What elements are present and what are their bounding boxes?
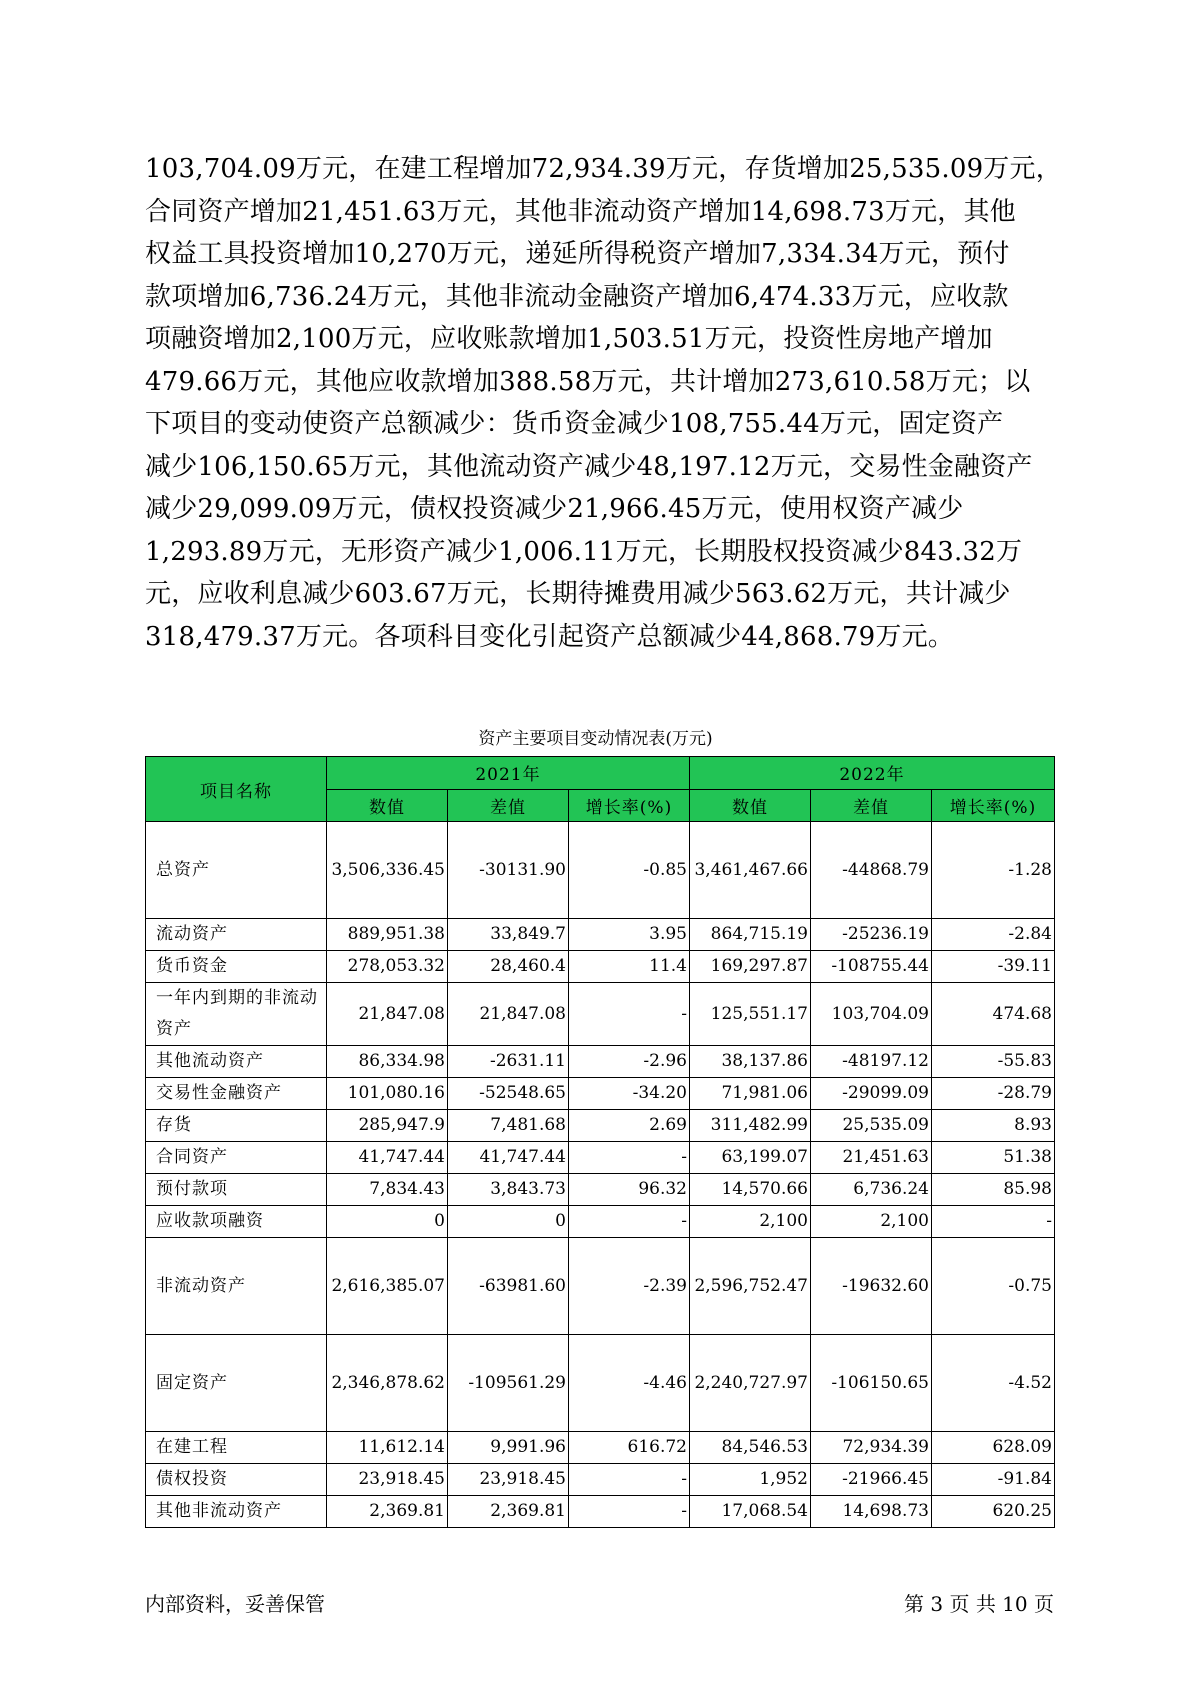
diff-2021-cell: -109561.29	[448, 1335, 569, 1432]
value-2022-cell: 125,551.17	[690, 983, 811, 1046]
diff-2021-cell: 3,843.73	[448, 1174, 569, 1206]
value-2021-cell: 11,612.14	[327, 1432, 448, 1464]
growth-2021-cell: -	[569, 983, 690, 1046]
paragraph-line: 元，应收利息减少603.67万元，长期待摊费用减少563.62万元，共计减少	[145, 579, 1011, 609]
row-name-cell: 交易性金融资产	[146, 1078, 327, 1110]
growth-2022-cell: -1.28	[932, 822, 1055, 919]
diff-2022-cell: 72,934.39	[811, 1432, 932, 1464]
diff-2021-cell: 28,460.4	[448, 951, 569, 983]
row-name-cell: 存货	[146, 1110, 327, 1142]
value-2021-cell: 101,080.16	[327, 1078, 448, 1110]
row-name-cell: 其他流动资产	[146, 1046, 327, 1078]
diff-2022-cell: 21,451.63	[811, 1142, 932, 1174]
body-paragraph	[145, 148, 1060, 658]
header-year-2021: 2021年	[327, 757, 690, 790]
growth-2022-cell: 51.38	[932, 1142, 1055, 1174]
row-name-cell: 在建工程	[146, 1432, 327, 1464]
diff-2021-cell: -52548.65	[448, 1078, 569, 1110]
value-2022-cell: 2,100	[690, 1206, 811, 1238]
table-row	[146, 919, 1055, 951]
diff-2021-cell: -30131.90	[448, 822, 569, 919]
paragraph-line: 1,293.89万元，无形资产减少1,006.11万元，长期股权投资减少843.32万	[145, 536, 1023, 567]
table-row	[146, 1110, 1055, 1142]
growth-2021-cell: -2.39	[569, 1238, 690, 1335]
diff-2021-cell: 2,369.81	[448, 1496, 569, 1528]
row-name-cell: 应收款项融资	[146, 1206, 327, 1238]
row-name-cell: 货币资金	[146, 951, 327, 983]
value-2022-cell: 864,715.19	[690, 919, 811, 951]
table-row	[146, 1206, 1055, 1238]
paragraph-line: 479.66万元，其他应收款增加388.58万元，共计增加273,610.58万元；以	[145, 366, 1031, 397]
growth-2022-cell: -2.84	[932, 919, 1055, 951]
paragraph-line: 318,479.37万元。各项科目变化引起资产总额减少44,868.79万元。	[145, 621, 954, 652]
diff-2022-cell: -106150.65	[811, 1335, 932, 1432]
diff-2021-cell: 0	[448, 1206, 569, 1238]
growth-2021-cell: 3.95	[569, 919, 690, 951]
value-2022-cell: 17,068.54	[690, 1496, 811, 1528]
table-row	[146, 1464, 1055, 1496]
growth-2022-cell: -91.84	[932, 1464, 1055, 1496]
header-growth-2022: 增长率(%)	[932, 789, 1055, 822]
diff-2021-cell: 41,747.44	[448, 1142, 569, 1174]
table-row	[146, 1174, 1055, 1206]
table-row	[146, 1496, 1055, 1528]
header-item-name: 项目名称	[146, 757, 327, 822]
header-value-2021: 数值	[327, 789, 448, 822]
value-2021-cell: 41,747.44	[327, 1142, 448, 1174]
diff-2022-cell: -29099.09	[811, 1078, 932, 1110]
value-2021-cell: 285,947.9	[327, 1110, 448, 1142]
diff-2021-cell: -2631.11	[448, 1046, 569, 1078]
growth-2022-cell: 8.93	[932, 1110, 1055, 1142]
value-2022-cell: 2,596,752.47	[690, 1238, 811, 1335]
paragraph-line: 减少106,150.65万元，其他流动资产减少48,197.12万元，交易性金融资产	[145, 451, 1033, 482]
footer-page-number: 第 3 页 共 10 页	[904, 1592, 1054, 1616]
growth-2022-cell: -0.75	[932, 1238, 1055, 1335]
diff-2022-cell: -19632.60	[811, 1238, 932, 1335]
value-2022-cell: 84,546.53	[690, 1432, 811, 1464]
growth-2022-cell: -4.52	[932, 1335, 1055, 1432]
value-2022-cell: 38,137.86	[690, 1046, 811, 1078]
growth-2022-cell: 474.68	[932, 983, 1055, 1046]
table-row	[146, 1142, 1055, 1174]
asset-change-table	[145, 756, 1055, 1528]
diff-2021-cell: 23,918.45	[448, 1464, 569, 1496]
value-2021-cell: 7,834.43	[327, 1174, 448, 1206]
row-name-cell: 流动资产	[146, 919, 327, 951]
value-2021-cell: 23,918.45	[327, 1464, 448, 1496]
value-2022-cell: 14,570.66	[690, 1174, 811, 1206]
header-year-2022: 2022年	[690, 757, 1055, 790]
value-2022-cell: 169,297.87	[690, 951, 811, 983]
growth-2021-cell: -0.85	[569, 822, 690, 919]
value-2022-cell: 1,952	[690, 1464, 811, 1496]
growth-2021-cell: -	[569, 1496, 690, 1528]
growth-2022-cell: -28.79	[932, 1078, 1055, 1110]
growth-2021-cell: -	[569, 1206, 690, 1238]
paragraph-line: 103,704.09万元，在建工程增加72,934.39万元，存货增加25,535.09万元，	[145, 154, 1062, 184]
diff-2022-cell: 25,535.09	[811, 1110, 932, 1142]
table-row	[146, 822, 1055, 919]
diff-2022-cell: 2,100	[811, 1206, 932, 1238]
diff-2021-cell: 9,991.96	[448, 1432, 569, 1464]
diff-2022-cell: 14,698.73	[811, 1496, 932, 1528]
value-2021-cell: 21,847.08	[327, 983, 448, 1046]
growth-2022-cell: 620.25	[932, 1496, 1055, 1528]
value-2021-cell: 2,346,878.62	[327, 1335, 448, 1432]
table-row	[146, 1432, 1055, 1464]
growth-2021-cell: -	[569, 1142, 690, 1174]
paragraph-line: 下项目的变动使资产总额减少：货币资金减少108,755.44万元，固定资产	[145, 409, 1004, 439]
diff-2022-cell: -48197.12	[811, 1046, 932, 1078]
header-diff-2021: 差值	[448, 789, 569, 822]
row-name-cell: 总资产	[146, 822, 327, 919]
growth-2021-cell: 2.69	[569, 1110, 690, 1142]
diff-2021-cell: -63981.60	[448, 1238, 569, 1335]
paragraph-line: 权益工具投资增加10,270万元，递延所得税资产增加7,334.34万元，预付	[145, 239, 1010, 269]
value-2022-cell: 311,482.99	[690, 1110, 811, 1142]
table-caption: 资产主要项目变动情况表(万元)	[478, 729, 713, 749]
diff-2022-cell: -25236.19	[811, 919, 932, 951]
diff-2022-cell: -108755.44	[811, 951, 932, 983]
growth-2022-cell: -55.83	[932, 1046, 1055, 1078]
value-2022-cell: 2,240,727.97	[690, 1335, 811, 1432]
table-row	[146, 1078, 1055, 1110]
growth-2022-cell: -	[932, 1206, 1055, 1238]
diff-2021-cell: 21,847.08	[448, 983, 569, 1046]
paragraph-line: 项融资增加2,100万元，应收账款增加1,503.51万元，投资性房地产增加	[145, 324, 993, 354]
paragraph-line: 减少29,099.09万元，债权投资减少21,966.45万元，使用权资产减少	[145, 494, 964, 524]
footer-confidential-note: 内部资料，妥善保管	[145, 1592, 325, 1616]
growth-2021-cell: 96.32	[569, 1174, 690, 1206]
paragraph-line: 款项增加6,736.24万元，其他非流动金融资产增加6,474.33万元，应收款	[145, 281, 1009, 312]
diff-2022-cell: -44868.79	[811, 822, 932, 919]
growth-2021-cell: -34.20	[569, 1078, 690, 1110]
table-row	[146, 1046, 1055, 1078]
value-2021-cell: 0	[327, 1206, 448, 1238]
diff-2021-cell: 33,849.7	[448, 919, 569, 951]
growth-2021-cell: -	[569, 1464, 690, 1496]
row-name-cell: 固定资产	[146, 1335, 327, 1432]
diff-2022-cell: 6,736.24	[811, 1174, 932, 1206]
growth-2022-cell: 628.09	[932, 1432, 1055, 1464]
row-name-cell: 非流动资产	[146, 1238, 327, 1335]
value-2021-cell: 86,334.98	[327, 1046, 448, 1078]
row-name-cell: 债权投资	[146, 1464, 327, 1496]
table-row	[146, 1335, 1055, 1432]
growth-2021-cell: 616.72	[569, 1432, 690, 1464]
growth-2022-cell: 85.98	[932, 1174, 1055, 1206]
value-2022-cell: 63,199.07	[690, 1142, 811, 1174]
growth-2021-cell: -4.46	[569, 1335, 690, 1432]
value-2022-cell: 3,461,467.66	[690, 822, 811, 919]
value-2021-cell: 2,369.81	[327, 1496, 448, 1528]
table-row	[146, 1238, 1055, 1335]
growth-2022-cell: -39.11	[932, 951, 1055, 983]
table-row	[146, 951, 1055, 983]
value-2022-cell: 71,981.06	[690, 1078, 811, 1110]
value-2021-cell: 889,951.38	[327, 919, 448, 951]
row-name-cell: 一年内到期的非流动资产	[146, 983, 327, 1046]
header-growth-2021: 增长率(%)	[569, 789, 690, 822]
header-diff-2022: 差值	[811, 789, 932, 822]
row-name-cell: 其他非流动资产	[146, 1496, 327, 1528]
value-2021-cell: 2,616,385.07	[327, 1238, 448, 1335]
diff-2021-cell: 7,481.68	[448, 1110, 569, 1142]
header-value-2022: 数值	[690, 789, 811, 822]
growth-2021-cell: -2.96	[569, 1046, 690, 1078]
diff-2022-cell: 103,704.09	[811, 983, 932, 1046]
value-2021-cell: 3,506,336.45	[327, 822, 448, 919]
diff-2022-cell: -21966.45	[811, 1464, 932, 1496]
paragraph-line: 合同资产增加21,451.63万元，其他非流动资产增加14,698.73万元，其他	[145, 196, 1016, 227]
value-2021-cell: 278,053.32	[327, 951, 448, 983]
growth-2021-cell: 11.4	[569, 951, 690, 983]
row-name-cell: 预付款项	[146, 1174, 327, 1206]
row-name-cell: 合同资产	[146, 1142, 327, 1174]
table-row	[146, 983, 1055, 1046]
